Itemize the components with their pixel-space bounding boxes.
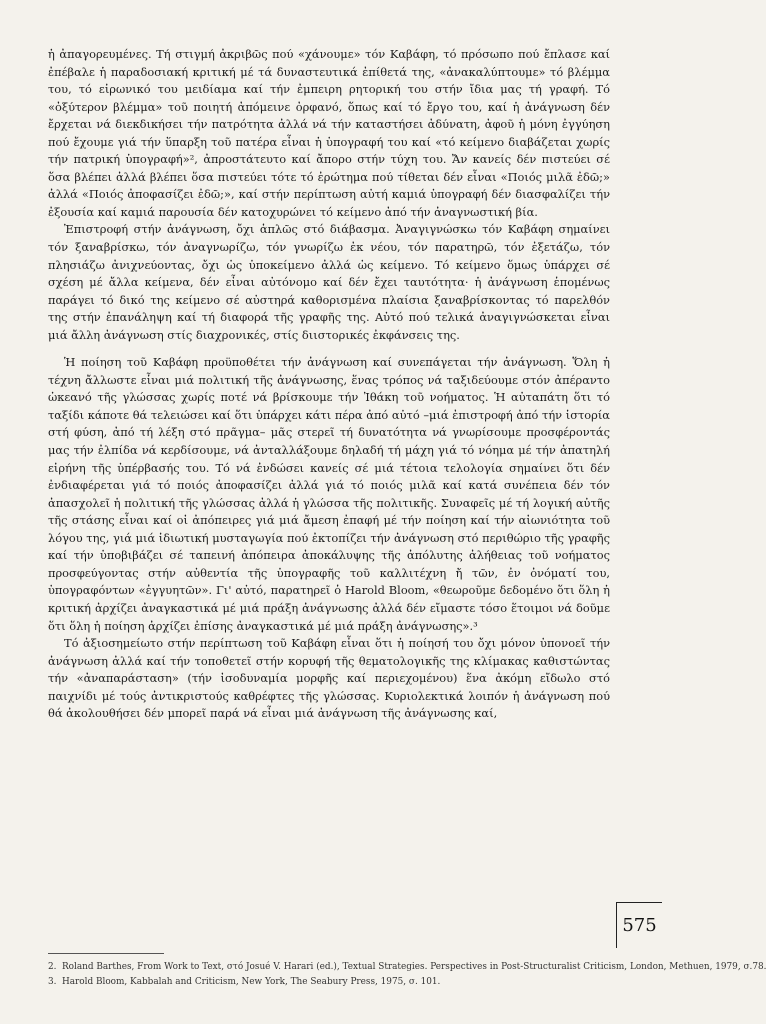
page-number: 575 [616, 902, 662, 948]
footnote-number: 3. [48, 977, 57, 987]
paragraph: Ἡ ποίηση τοῦ Καβάφη προϋποθέτει τήν ἀνάγνωση καί συνεπάγεται τήν ἀνάγνωση. Ὅλη ἡ τέχνη ἄλλωστε εἶναι μιά πολιτική τῆς ἀνάγνωσης, ἕνας τρόπος νά ταξιδεύουμε στόν ἀπέραντο ὠκεανό τῆς γλώσσας χωρίς ποτέ νά βρίσκουμε τήν Ἰθάκη τοῦ νοήματος. Ἡ αὐταπάτη ὅτι τό ταξίδι κάποτε θά τελειώσει καί ὅτι ὑπάρχει κάτι πέρα ἀπό αὐτό –μιά ἐπιστροφή ἀπό τήν ἱστορία στή φύση, ἀπό τή λέξη στό πρᾶγμα– μᾶς στερεῖ τή δυνατότητα νά γνωρίσουμε προσφέροντάς μας τήν ἐλπίδα νά κερδίσουμε, νά ἀνταλλάξουμε δηλαδή τή μάχη γιά τό νόημα μέ τήν ἀπατηλή εἰρήνη τῆς ὑπέρβασής του. Τό νά ἐνδώσει κανείς σέ μιά τέτοια τελολογία σημαίνει ὅτι δέν ἐνδιαφέρεται γιά τό ποιός ἀποφασίζει ἀλλά γιά τό ποιός μιλᾶ καί κατά συνέπεια δέν τόν ἀπασχολεῖ ἡ πολιτική τῆς γλώσσας ἀλλά ἡ γλώσσα τῆς πολιτικῆς. Συναφεῖς μέ τή λογική αὐτῆς τῆς στάσης εἶναι καί οἱ ἀπόπειρες γιά μιά ἄμεση ἐπαφή μέ τήν ποίηση καί τήν αἰωνιότητα τοῦ λόγου της, γιά μιά ἰδιωτική μυσταγωγία πού ἐκτοπίζει τήν ἀνάγνωση στό περιθώριο τῆς γραφῆς καί τήν ὑποβιβάζει σέ ταπεινή ἀπόπειρα ἀποκάλυψης τῆς ἀπόλυτης ἀλήθειας τοῦ νοήματος προσφεύγοντας στήν αὐθεντία τῆς ὑπογραφῆς τοῦ καλλιτέχνη ἤ τῶν, ἐν ὀνόματί του, ὑπογραφόντων «ἐγγυητῶν». Γι' αὐτό, παρατηρεῖ ὁ Harold Bloom, «θεωροῦμε δεδομένο ὅτι ὅλη ἡ κριτική ἀρχίζει ἀναγκαστικά μέ μιά πράξη ἀνάγνωσης ἀλλά δέν εἴμαστε τόσο ἕτοιμοι νά δοῦμε ὅτι ὅλη ἡ ποίηση ἀρχίζει ἐπίσης ἀναγκαστικά μέ μιά πράξη ἀνάγνωσης».³ [48, 355, 611, 633]
footnote [48, 975, 610, 990]
paragraph: ἡ ἀπαγορευμένες. Τή στιγμή ἀκριβῶς πού «χάνουμε» τόν Καβάφη, τό πρόσωπο πού ἔπλασε καί ἐπέβαλε ἡ παραδοσιακή κριτική μέ τά δυναστευτικά ἐπίθετά της, «ἀνακαλύπτουμε» τό βλέμμα του, τό εἰρωνικό του μειδίαμα καί τήν ἐμπειρη ρητορική του στήν ἴδια μας τή γραφή. Τό «ὀξύτερον βλέμμα» τοῦ ποιητή ἀπόμεινε ὀρφανό, ὅπως καί τό ἔργο του, καί ἡ ἀνάγνωση δέν ἔρχεται νά διεκδικήσει τήν πατρότητα ἀλλά νά τήν καταστήσει ἀδύνατη, ἀφοῦ ἡ μόνη ἐγγύηση πού ἔχουμε γιά τήν ὕπαρξη τοῦ πατέρα εἶναι ἡ ὑπογραφή του καί «τό κείμενο διαβάζεται χωρίς τήν πατρική ὑπογραφή»², ἀπροστάτευτο καί ἄπορο στήν τύχη του. Ἄν κανείς δέν πιστεύει σέ ὅσα βλέπει ἀλλά βλέπει ὅσα πιστεύει τότε τό ἐρώτημα πού τίθεται δέν εἶναι «Ποιός μιλᾶ ἐδῶ;» ἀλλά «Ποιός ἀποφασίζει ἐδῶ;», καί στήν περίπτωση αὐτή καμιά ὑπογραφή δέν διασφαλίζει τήν ἐξουσία καί καμιά παρουσία δέν κατοχυρώνει τό κείμενο ἀπό τήν ἀναγνωστική βία. [48, 47, 610, 219]
footnote-text: Roland Barthes, From Work to Text, στό Josué V. Harari (ed.), Textual Strategies. Perspectives in Post-Structuralist Criticism, London, Methuen, 1979, σ.78. [62, 962, 766, 972]
body-text [48, 46, 610, 723]
paragraph: Ἐπιστροφή στήν ἀνάγνωση, ὄχι ἁπλῶς στό διάβασμα. Ἀναγιγνώσκω τόν Καβάφη σημαίνει τόν ξαναβρίσκω, τόν ἀναγνωρίζω, τόν γνωρίζω ἐκ νέου, τόν παρατηρῶ, τόν ἐξετάζω, τόν πλησιάζω ἀνιχνεύοντας, ὄχι ὡς ὑποκείμενο ἀλλά ὡς κείμενο. Τό κείμενο ὅμως ὑπάρχει σέ σχέση μέ ἄλλα κείμενα, δέν εἶναι αὐτόνομο καί δέν ἔχει ταυτότητα· ἡ ἀνάγνωση ἑπομένως παράγει τό δικό της κείμενο σέ αὐστηρά καθορισμένα πλαίσια ξαναβρίσκοντας τό παρελθόν της στήν ἐπανάληψη καί τή διαφορά τῆς γραφῆς της. Αὐτό πού τελικά ἀναγιγνώσκεται εἶναι μιά ἄλλη ἀνάγνωση στίς διαχρονικές, στίς διιστορικές ἐκφάνσεις της. [48, 222, 610, 342]
footnote-number: 2. [48, 962, 57, 972]
footnote [48, 960, 766, 975]
paragraph: Τό ἀξιοσημείωτο στήν περίπτωση τοῦ Καβάφη εἶναι ὅτι ἡ ποίησή του ὄχι μόνον ὑπονοεῖ τήν ἀνάγνωση ἀλλά καί τήν τοποθετεῖ στήν κορυφή τῆς θεματολογικῆς της κλίμακας καθιστώντας τήν «ἀναπαράσταση» (τήν ἰσοδυναμία μορφῆς καί περιεχομένου) ἕνα ἀκόμη εἴδωλο στό παιχνίδι μέ τούς ἀντικριστούς καθρέφτες τῆς γλώσσας. Κυριολεκτικά λοιπόν ἡ ἀνάγνωση πού θά ἀκολουθήσει δέν μπορεῖ παρά νά εἶναι μιά ἀνάγνωση τῆς ἀνάγνωσης καί, [48, 636, 610, 721]
footnotes [48, 960, 766, 990]
footnote-text: Harold Bloom, Kabbalah and Criticism, New York, The Seabury Press, 1975, σ. 101. [62, 977, 441, 987]
footnote-divider [48, 953, 164, 954]
